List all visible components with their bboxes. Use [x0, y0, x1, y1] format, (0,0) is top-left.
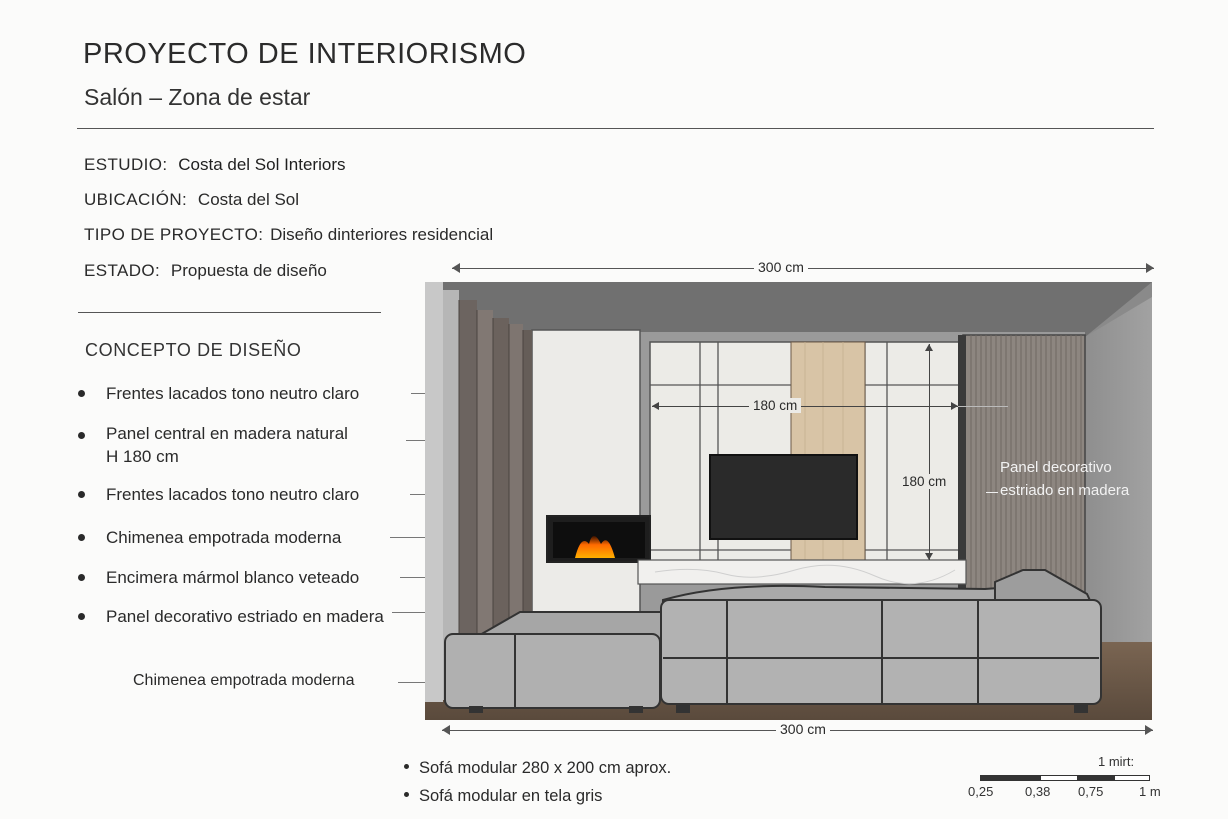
info-type: [84, 225, 493, 245]
living-room-elevation: [425, 282, 1152, 720]
arrow-right-icon: [951, 402, 958, 410]
arrow-down-icon: [925, 553, 933, 560]
type-label: TIPO DE PROYECTO:: [84, 225, 264, 244]
concept-item-text: Frentes lacados tono neutro claro: [106, 384, 360, 403]
concept-item-text: Panel central en madera natural: [106, 424, 348, 443]
bullet-icon: [78, 613, 85, 620]
bullet-icon: [78, 534, 85, 541]
bullet-icon: [78, 432, 85, 439]
dimension-line-panel: [652, 406, 958, 407]
page-subtitle: Salón – Zona de estar: [84, 84, 311, 110]
leader-line: [958, 406, 1008, 407]
studio-label: ESTUDIO:: [84, 155, 168, 174]
info-studio: [84, 155, 345, 175]
dimension-bottom-label: 300 cm: [776, 721, 830, 737]
header-divider: [77, 128, 1154, 129]
info-divider: [78, 312, 381, 313]
location-value: Costa del Sol: [197, 190, 300, 209]
television: [710, 455, 857, 539]
studio-value: Costa del Sol Interiors: [178, 155, 346, 174]
bullet-icon: [404, 764, 409, 769]
dimension-top-label: 300 cm: [754, 259, 808, 275]
arrow-right-icon: [1146, 263, 1154, 273]
concept-item-text: Encimera mármol blanco veteado: [106, 568, 360, 587]
dimension-panel-width-label: 180 cm: [749, 398, 801, 413]
scale-tick-label: 0,75: [1078, 784, 1104, 799]
fluted-panel-label-1: Panel decorativo: [1000, 459, 1112, 476]
bullet-icon: [78, 491, 85, 498]
status-label: ESTADO:: [84, 261, 161, 280]
concept-item-text: Panel decorativo estriado en madera: [106, 607, 384, 626]
concept-heading: CONCEPTO DE DISEÑO: [85, 340, 302, 360]
dimension-panel-height-label: 180 cm: [898, 474, 950, 489]
dimension-line-vertical: [929, 344, 930, 560]
arrow-right-icon: [1145, 725, 1153, 735]
bullet-icon: [78, 574, 85, 581]
marble-counter: [638, 560, 966, 584]
concept-item-text: Frentes lacados tono neutro claro: [106, 485, 360, 504]
bullet-icon: [78, 390, 85, 397]
sofa-note: [404, 787, 602, 806]
fluted-panel-label-2: estriado en madera: [1000, 482, 1130, 499]
info-status: [84, 261, 327, 281]
leader-line: [986, 492, 998, 493]
scale-unit-label: 1 mirt:: [1098, 754, 1135, 769]
scale-tick-label: 0,38: [1025, 784, 1051, 799]
scale-bar: [980, 775, 1150, 781]
status-value: Propuesta de diseño: [170, 261, 327, 280]
fireplace-note: Chimenea empotrada moderna: [133, 672, 355, 689]
arrow-left-icon: [652, 402, 659, 410]
sofa-note-text: Sofá modular en tela gris: [419, 787, 603, 805]
page-title: PROYECTO DE INTERIORISMO: [83, 38, 527, 70]
sofa-note: [404, 759, 671, 778]
info-location: [84, 190, 299, 210]
ceiling: [425, 282, 1152, 337]
arrow-left-icon: [452, 263, 460, 273]
arrow-left-icon: [442, 725, 450, 735]
scale-tick-label: 0,25: [968, 784, 994, 799]
sofa-note-text: Sofá modular 280 x 200 cm aprox.: [419, 759, 672, 777]
concept-item-text: Chimenea empotrada moderna: [106, 528, 342, 547]
arrow-up-icon: [925, 344, 933, 351]
bullet-icon: [404, 792, 409, 797]
location-label: UBICACIÓN:: [84, 190, 188, 209]
concept-item-text: H 180 cm: [106, 447, 179, 466]
lacquer-cabinet-left: [532, 330, 640, 620]
scale-tick-label: 1 m: [1139, 784, 1161, 799]
type-value: Diseño dinteriores residencial: [270, 225, 494, 244]
